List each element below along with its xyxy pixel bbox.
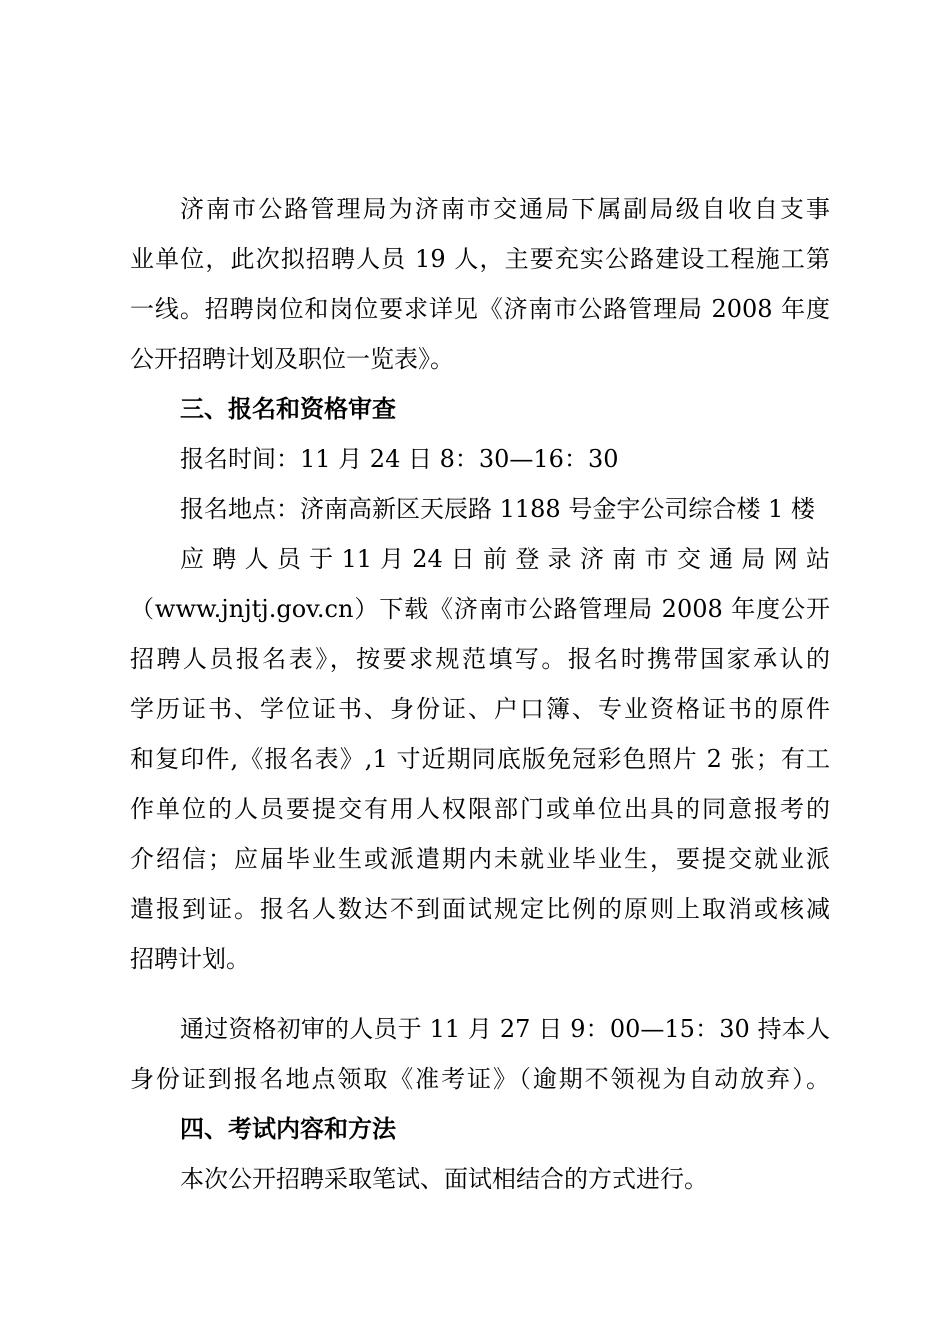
- paragraph-intro-line-4: 公开招聘计划及职位一览表》。: [130, 345, 454, 373]
- paragraph-intro-line-2: 业单位，此次拟招聘人员 19 人，主要充实公路建设工程施工第: [130, 245, 830, 273]
- section-heading-exam: 四、考试内容和方法: [180, 1115, 396, 1143]
- paragraph-application-line-2: （www.jnjtj.gov.cn）下载《济南市公路管理局 2008 年度公开: [130, 595, 830, 623]
- paragraph-application-line-5: 和复印件,《报名表》,1 寸近期同底版免冠彩色照片 2 张；有工: [130, 745, 830, 773]
- paragraph-application-line-4: 学历证书、学位证书、身份证、户口簿、专业资格证书的原件: [130, 695, 830, 723]
- exam-method: 本次公开招聘采取笔试、面试相结合的方式进行。: [180, 1165, 708, 1193]
- registration-location: 报名地点：济南高新区天辰路 1188 号金宇公司综合楼 1 楼: [180, 495, 815, 523]
- paragraph-application-line-1: 应 聘 人 员 于 11 月 24 日 前 登 录 济 南 市 交 通 局 网 站: [180, 545, 830, 573]
- paragraph-application-line-3: 招聘人员报名表》，按要求规范填写。报名时携带国家承认的: [130, 645, 830, 673]
- registration-time: 报名时间：11 月 24 日 8：30—16：30: [180, 445, 619, 473]
- paragraph-application-line-7: 介绍信；应届毕业生或派遣期内未就业毕业生，要提交就业派: [130, 845, 830, 873]
- paragraph-intro-line-1: 济南市公路管理局为济南市交通局下属副局级自收自支事: [180, 195, 830, 223]
- paragraph-intro-line-3: 一线。招聘岗位和岗位要求详见《济南市公路管理局 2008 年度: [130, 295, 830, 323]
- paragraph-application-line-6: 作单位的人员要提交有用人权限部门或单位出具的同意报考的: [130, 795, 830, 823]
- paragraph-application-line-9: 招聘计划。: [130, 945, 250, 973]
- paragraph-admission-line-1: 通过资格初审的人员于 11 月 27 日 9：00—15：30 持本人: [180, 1015, 830, 1043]
- paragraph-admission-line-2: 身份证到报名地点领取《准考证》（逾期不领视为自动放弃）。: [130, 1065, 830, 1093]
- paragraph-application-line-8: 遣报到证。报名人数达不到面试规定比例的原则上取消或核减: [130, 895, 830, 923]
- section-heading-registration: 三、报名和资格审查: [180, 395, 396, 423]
